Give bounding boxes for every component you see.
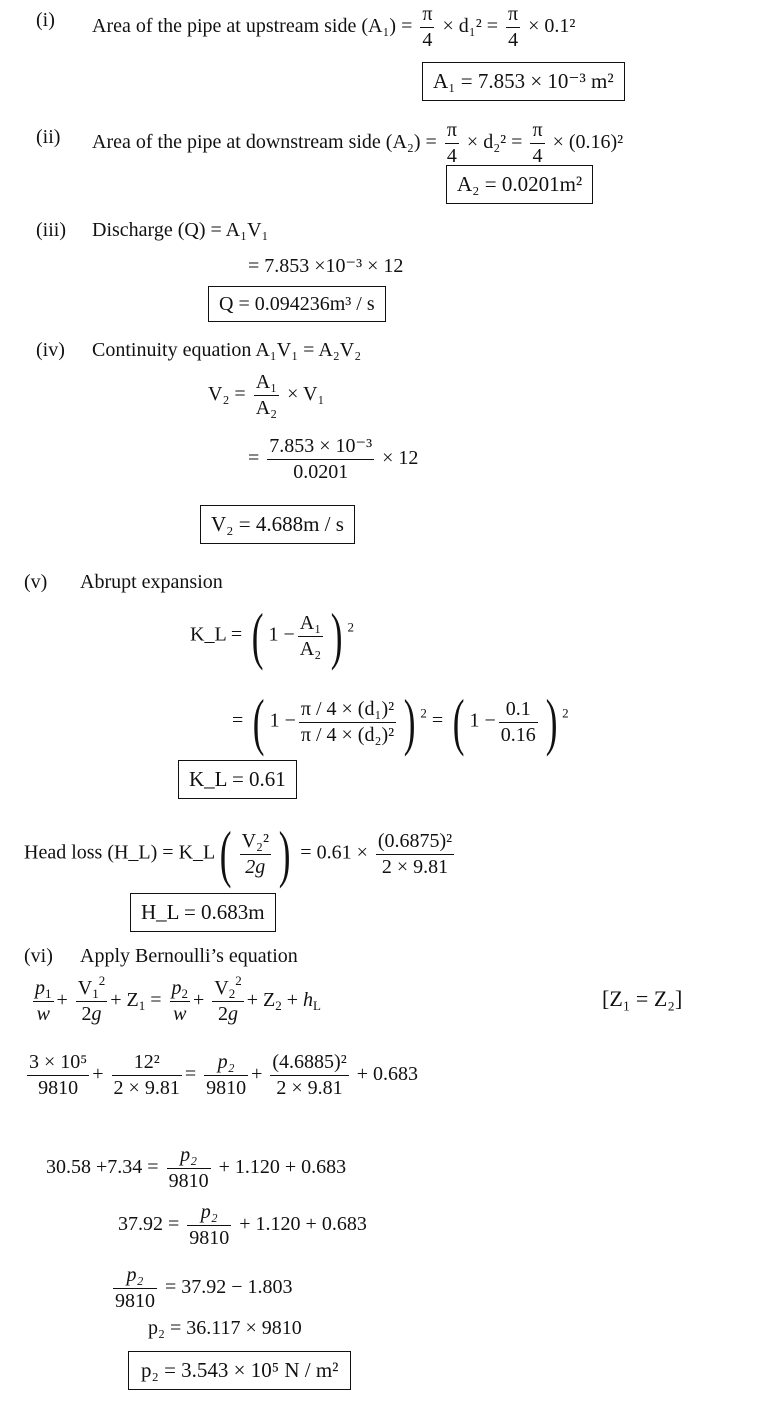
head-frac-v: $\frac{\text{V₂²}}{2g}$ [241, 829, 269, 878]
paren-left-icon: ( [452, 686, 465, 757]
e5-frac: $\frac{\text{p₂}}{9810}$ [115, 1264, 155, 1312]
s5-frac-a: $\frac{\text{A₁}}{\text{A₂}}$ [299, 611, 322, 660]
s2-rhs: × (0.16)² [552, 131, 624, 154]
head-frac-num: $\frac{\text{(0.6875)²}}{2 \times 9.81}$ [377, 829, 453, 878]
s5-eq2: = [431, 709, 444, 732]
paren-right-icon: ) [278, 818, 291, 889]
s5-frac-num: $\frac{0.1}{0.16}$ [500, 697, 536, 746]
s5-eq: = [232, 709, 244, 732]
s3-line1: Discharge (Q) = A₁V₁ [92, 219, 269, 241]
s4-tv1: × V₁ [287, 383, 325, 406]
s4-frac-a: $\frac{\text{A₁}}{\text{A₂}}$ [255, 371, 278, 419]
e3-frac: $\frac{\text{p₂}}{9810}$ [168, 1144, 209, 1192]
s2-frac2: $\frac{\pi}{4}$ [532, 119, 543, 167]
s2-line [92, 120, 623, 167]
s1-times: × d₁² = [442, 15, 499, 38]
s5-result: K_L = 0.61 [178, 760, 297, 799]
b-frac4: $\frac{V_2^2}{2g}$ [214, 973, 242, 1025]
s5-label: (v) [24, 571, 48, 593]
paren-left-icon: ( [251, 600, 264, 671]
s6-cond: [Z₁ = Z₂] [602, 986, 683, 1011]
head-line [24, 818, 457, 889]
paren-right-icon: ) [545, 686, 558, 757]
s4-result: V₂ = 4.688m / s [200, 505, 355, 544]
s6-eq2: $\frac{\text{3 × 10⁵}}{9810}$ + $\frac{\text{12²}}{2 \times 9.81}$ = $\frac{\text{p₂}}{9810}$ + $\frac{\text{(4.6885)²}}{2 \times 9.81}$ + 0.683 [29, 1051, 418, 1099]
e2-frac3: $\frac{\text{p₂}}{9810}$ [206, 1051, 247, 1099]
s5-expand-eq: = ( 1 − $\frac{\text{π / 4 × (d₁)²}}{\text{π / 4 × (d₂)²}}$ ) $^2$ = ( 1 − $\frac{0.1}{0.16}$ ) $^2$ [232, 686, 569, 757]
s2-label: (ii) [36, 126, 61, 148]
e4-lhs: 37.92 = [118, 1213, 180, 1236]
s4-frac-num: $\frac{\text{7.853 × 10⁻³}}{0.0201}$ [269, 435, 373, 483]
s6-eq4 [118, 1202, 367, 1249]
s4-t12: × 12 [382, 447, 419, 470]
s1-result: A₁ = 7.853 × 10⁻³ m² [422, 62, 625, 101]
s6-bernoulli: $\frac{p_1}{w}$ + $\frac{V_1^2}{2g}$ + $Z_1$ = $\frac{p_2}{w}$ + $\frac{V_2^2}{2g}$ + $Z_2 + h_L$ [35, 973, 321, 1025]
s4-label: (iv) [36, 339, 65, 361]
e2-tail: + 0.683 [356, 1063, 418, 1086]
b-frac3: $\frac{p_2}{w}$ [171, 977, 189, 1025]
s2-times: × d₂² = [466, 131, 523, 154]
b-frac2: $\frac{V_1^2}{2g}$ [77, 973, 106, 1025]
e3-tail: + 1.120 + 0.683 [218, 1156, 347, 1179]
s4-num-eq [248, 436, 418, 483]
s2-frac1: $\frac{\pi}{4}$ [446, 119, 457, 167]
s4-v2eq [208, 372, 324, 419]
e2-frac4: $\frac{\text{(4.6885)²}}{2 \times 9.81}$ [272, 1051, 347, 1099]
s1-label: (i) [36, 9, 55, 31]
s3-result: Q = 0.094236m³ / s [208, 286, 386, 322]
e4-tail: + 1.120 + 0.683 [239, 1213, 367, 1236]
s5-title: Abrupt expansion [80, 571, 223, 593]
s1-frac2: $\frac{\pi}{4}$ [508, 3, 519, 51]
s3-line2: = 7.853 ×10⁻³ × 12 [248, 255, 404, 277]
head-text: Head loss [24, 841, 103, 864]
paren-left-icon: ( [220, 818, 232, 889]
s5-one-minus: 1 − [268, 623, 295, 646]
s1-line [92, 4, 575, 51]
s2-text: Area of the pipe at downstream side [92, 131, 381, 154]
e3-lhs: 30.58 +7.34 = [46, 1156, 159, 1179]
s6-result: p₂ = 3.543 × 10⁵ N / m² [128, 1351, 351, 1390]
s6-title: Apply Bernoulli’s equation [80, 945, 298, 967]
s5-frac-d: $\frac{\text{π / 4 × (d₁)²}}{\text{π / 4 × (d₂)²}}$ [300, 697, 395, 746]
paren-right-icon: ) [331, 600, 343, 671]
s5-kl: K_L = [190, 623, 243, 646]
paren-right-icon: ) [403, 686, 416, 757]
s6-eq5 [110, 1265, 293, 1312]
s2-result: A₂ = 0.0201m² [446, 165, 593, 204]
s3-label: (iii) [36, 219, 66, 241]
s1-frac1: $\frac{\pi}{4}$ [422, 3, 433, 51]
s4-eq: = [248, 447, 260, 470]
s6-label: (vi) [24, 945, 53, 967]
s6-eq6: p₂ = 36.117 × 9810 [148, 1317, 302, 1339]
s1-lhs: (A₁) = [361, 15, 413, 38]
e4-frac: $\frac{\text{p₂}}{9810}$ [189, 1201, 230, 1249]
e2-frac2: $\frac{\text{12²}}{2 \times 9.81}$ [113, 1051, 180, 1099]
s5-one-minus-2: 1 − [269, 709, 296, 732]
s6-eq3 [46, 1145, 346, 1192]
s1-rhs: × 0.1² [528, 15, 576, 38]
e5-rhs: = 37.92 − 1.803 [165, 1276, 293, 1299]
s5-one-minus-3: 1 − [469, 709, 496, 732]
b-frac1: $\frac{p_1}{w}$ [35, 977, 52, 1025]
s5-kl-eq: K_L = ( 1 − $\frac{\text{A₁}}{\text{A₂}}$ ) $^2$ [190, 600, 355, 671]
s4-line1: Continuity equation A₁V₁ = A₂V₂ [92, 339, 362, 361]
e2-frac1: $\frac{\text{3 × 10⁵}}{9810}$ [29, 1051, 88, 1099]
head-lhs: (H_L) = K_L [107, 841, 216, 864]
s4-v2lhs: V₂ = [208, 383, 246, 406]
s1-text: Area of the pipe at upstream side [92, 15, 357, 38]
head-result: H_L = 0.683m [130, 893, 276, 932]
s2-lhs: (A₂) = [385, 131, 437, 154]
head-eq: = 0.61 × [300, 841, 368, 864]
paren-left-icon: ( [253, 686, 265, 757]
